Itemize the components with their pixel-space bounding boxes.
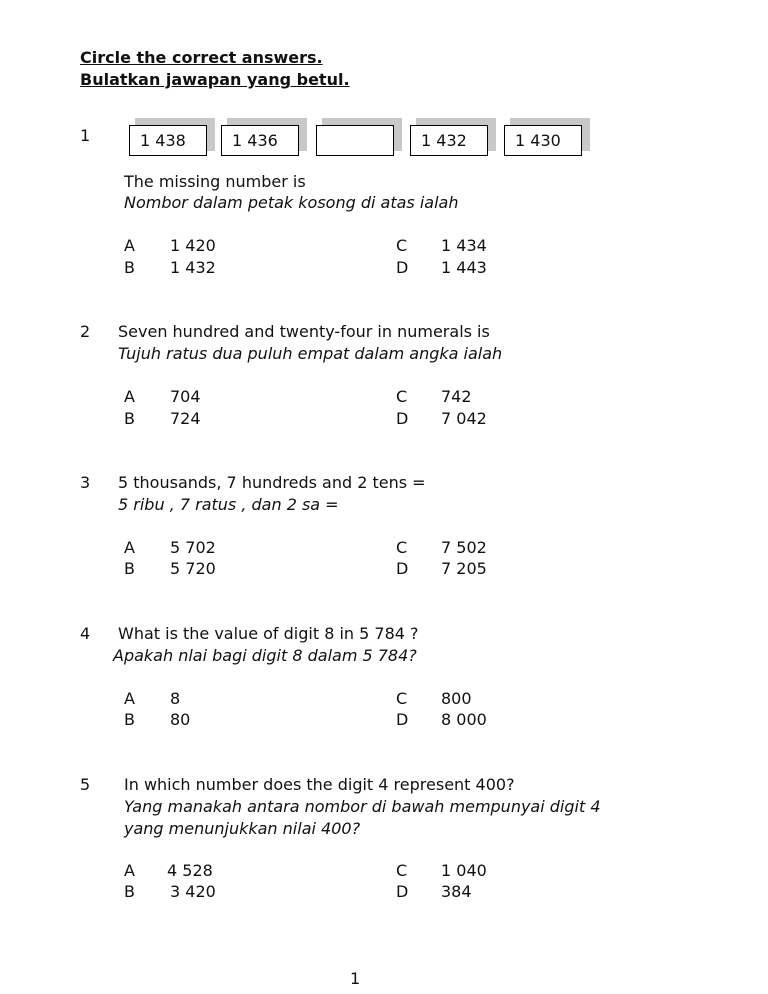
question-5-text-en: In which number does the digit 4 represent 400? [124, 775, 515, 794]
question-3-option-a[interactable]: 5 702 [170, 538, 216, 557]
question-4-option-c[interactable]: 800 [441, 689, 472, 708]
question-1-text-en: The missing number is [124, 172, 306, 191]
question-2-option-d[interactable]: 7 042 [441, 409, 487, 428]
question-1-option-c[interactable]: 1 434 [441, 236, 487, 255]
option-label-b[interactable]: B [124, 710, 135, 729]
sequence-box-2: 1 436 [221, 125, 299, 156]
question-4-option-d[interactable]: 8 000 [441, 710, 487, 729]
question-3-text-en: 5 thousands, 7 hundreds and 2 tens = [118, 473, 426, 492]
question-2-option-c[interactable]: 742 [441, 387, 472, 406]
question-2-number: 2 [80, 322, 91, 341]
question-4-option-a[interactable]: 8 [170, 689, 181, 708]
option-label-a[interactable]: A [124, 538, 135, 557]
question-2-option-b[interactable]: 724 [170, 409, 201, 428]
question-3-option-b[interactable]: 5 720 [170, 559, 216, 578]
question-4-option-b[interactable]: 80 [170, 710, 191, 729]
sequence-box-5: 1 430 [504, 125, 582, 156]
option-label-b[interactable]: B [124, 559, 135, 578]
question-3-option-c[interactable]: 7 502 [441, 538, 487, 557]
instruction-ms: Bulatkan jawapan yang betul. [80, 70, 350, 89]
option-label-b[interactable]: B [124, 258, 135, 277]
option-label-a[interactable]: A [124, 236, 135, 255]
question-4-text-ms: Apakah nlai bagi digit 8 dalam 5 784? [113, 646, 417, 665]
option-label-c[interactable]: C [396, 538, 408, 557]
question-5-number: 5 [80, 775, 91, 794]
sequence-box-missing [316, 125, 394, 156]
option-label-c[interactable]: C [396, 861, 408, 880]
question-5-text-ms-line-2: yang menunjukkan nilai 400? [124, 819, 361, 838]
sequence-box-4: 1 432 [410, 125, 488, 156]
question-1-option-b[interactable]: 1 432 [170, 258, 216, 277]
sequence-box-1: 1 438 [129, 125, 207, 156]
option-label-d[interactable]: D [396, 409, 409, 428]
option-label-d[interactable]: D [396, 559, 409, 578]
question-1-option-a[interactable]: 1 420 [170, 236, 216, 255]
option-label-c[interactable]: C [396, 689, 408, 708]
question-2-text-ms: Tujuh ratus dua puluh empat dalam angka ialah [118, 344, 503, 363]
option-label-a[interactable]: A [124, 861, 135, 880]
question-1-text-ms: Nombor dalam petak kosong di atas ialah [124, 193, 459, 212]
question-3-option-d[interactable]: 7 205 [441, 559, 487, 578]
option-label-d[interactable]: D [396, 710, 409, 729]
instruction-en: Circle the correct answers. [80, 48, 323, 67]
question-5-option-b[interactable]: 3 420 [170, 882, 216, 901]
option-label-a[interactable]: A [124, 387, 135, 406]
question-1-option-d[interactable]: 1 443 [441, 258, 487, 277]
option-label-d[interactable]: D [396, 258, 409, 277]
question-5-option-c[interactable]: 1 040 [441, 861, 487, 880]
question-1-number: 1 [80, 126, 91, 145]
question-2-option-a[interactable]: 704 [170, 387, 201, 406]
option-label-c[interactable]: C [396, 236, 408, 255]
question-5-text-ms-line-1: Yang manakah antara nombor di bawah mempunyai digit 4 [124, 797, 601, 816]
option-label-a[interactable]: A [124, 689, 135, 708]
question-4-number: 4 [80, 624, 91, 643]
option-label-c[interactable]: C [396, 387, 408, 406]
question-5-option-a[interactable]: 4 528 [167, 861, 213, 880]
question-4-text-en: What is the value of digit 8 in 5 784 ? [118, 624, 419, 643]
question-2-text-en: Seven hundred and twenty-four in numerals is [118, 322, 490, 341]
option-label-b[interactable]: B [124, 882, 135, 901]
question-5-option-d[interactable]: 384 [441, 882, 472, 901]
option-label-d[interactable]: D [396, 882, 409, 901]
option-label-b[interactable]: B [124, 409, 135, 428]
question-3-number: 3 [80, 473, 91, 492]
question-3-text-ms: 5 ribu , 7 ratus , dan 2 sa = [118, 495, 339, 514]
page-number: 1 [350, 969, 361, 988]
